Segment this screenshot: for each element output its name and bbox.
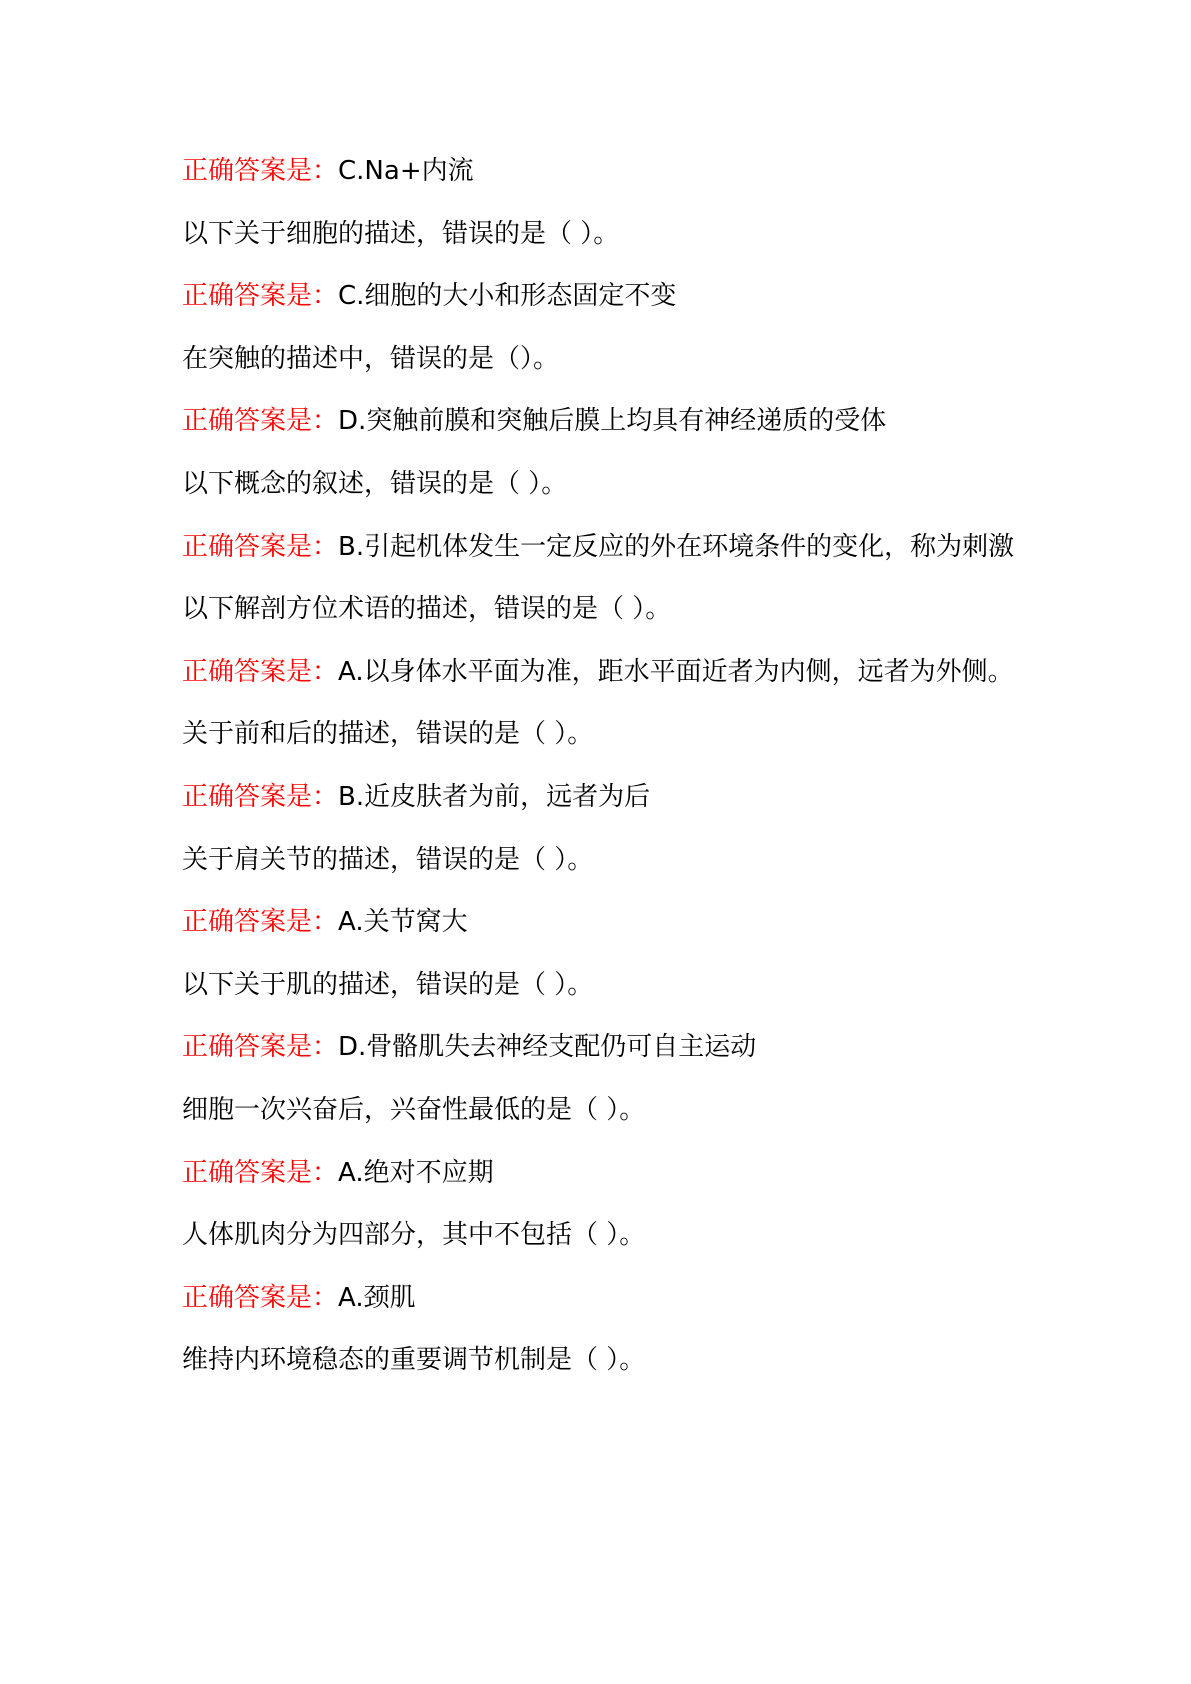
question-text: 关于前和后的描述，错误的是（ ）。 — [182, 719, 594, 750]
answer-line — [182, 140, 1042, 203]
answer-line — [182, 891, 1042, 954]
answer-label: 正确答案是： — [182, 156, 339, 186]
answer-line — [182, 1016, 1042, 1079]
answer-line — [182, 1142, 1042, 1205]
question-line — [182, 578, 1042, 641]
question-line — [182, 203, 1042, 266]
answer-text: C.细胞的大小和形态固定不变 — [338, 281, 677, 312]
answer-text: A.颈肌 — [338, 1282, 416, 1313]
question-text: 以下关于细胞的描述，错误的是（ ）。 — [182, 218, 620, 249]
question-text: 细胞一次兴奋后，兴奋性最低的是（ ）。 — [182, 1094, 646, 1125]
question-text: 维持内环境稳态的重要调节机制是（ ）。 — [182, 1345, 646, 1376]
answer-line — [182, 641, 1042, 704]
answer-label: 正确答案是： — [182, 1032, 339, 1063]
question-line — [182, 1204, 1042, 1267]
answer-text: B.近皮肤者为前，远者为后 — [338, 781, 651, 812]
question-text: 以下解剖方位术语的描述，错误的是（ ）。 — [182, 594, 672, 625]
question-line — [182, 703, 1042, 766]
question-line — [182, 1079, 1042, 1142]
answer-line — [182, 766, 1042, 829]
answer-text: D.骨骼肌失去神经支配仍可自主运动 — [338, 1032, 757, 1063]
answer-label: 正确答案是： — [182, 656, 339, 687]
answer-label: 正确答案是： — [182, 531, 339, 562]
answer-text: D.突触前膜和突触后膜上均具有神经递质的受体 — [338, 406, 887, 437]
question-line — [182, 1329, 1042, 1392]
question-text: 关于肩关节的描述，错误的是（ ）。 — [182, 844, 594, 875]
document-body — [182, 140, 1042, 1392]
answer-text: A.以身体水平面为准，距水平面近者为内侧，远者为外侧。 — [338, 656, 1014, 687]
question-line — [182, 453, 1042, 516]
answer-label: 正确答案是： — [182, 281, 339, 312]
answer-line — [182, 390, 1042, 453]
answer-text: C.Na+内流 — [338, 156, 474, 186]
question-text: 以下概念的叙述，错误的是（ ）。 — [182, 468, 568, 499]
question-line — [182, 328, 1042, 391]
answer-label: 正确答案是： — [182, 781, 339, 812]
answer-line — [182, 516, 1042, 579]
question-text: 人体肌肉分为四部分，其中不包括（ ）。 — [182, 1220, 646, 1251]
answer-label: 正确答案是： — [182, 907, 339, 938]
answer-text: B.引起机体发生一定反应的外在环境条件的变化，称为刺激 — [338, 531, 1015, 562]
answer-label: 正确答案是： — [182, 1282, 339, 1313]
answer-label: 正确答案是： — [182, 1157, 339, 1188]
answer-line — [182, 265, 1042, 328]
question-line — [182, 829, 1042, 892]
answer-text: A.关节窝大 — [338, 907, 468, 938]
answer-text: A.绝对不应期 — [338, 1157, 494, 1188]
question-text: 在突触的描述中，错误的是（）。 — [182, 343, 560, 374]
question-line — [182, 954, 1042, 1017]
answer-label: 正确答案是： — [182, 406, 339, 437]
question-text: 以下关于肌的描述，错误的是（ ）。 — [182, 969, 594, 1000]
answer-line — [182, 1267, 1042, 1330]
